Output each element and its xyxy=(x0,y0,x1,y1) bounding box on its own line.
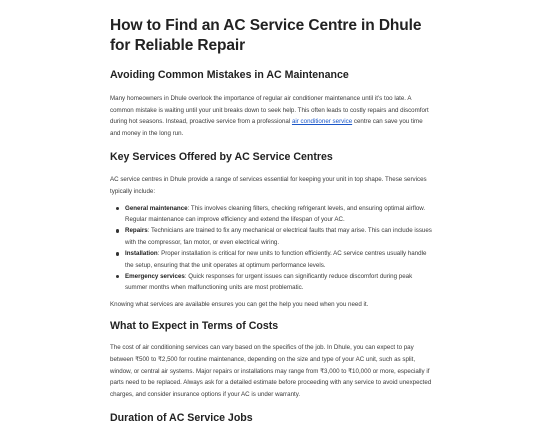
page-title: How to Find an AC Service Centre in Dhule for Reliable Repair xyxy=(110,17,422,54)
list-item-desc: : Proper installation is critical for new units to function efficiently. AC service centres usually handle the setup, ensuring that the unit operates at optimum performance levels. xyxy=(125,250,427,269)
list-item xyxy=(110,225,432,248)
air-conditioner-service-link[interactable]: air conditioner service xyxy=(291,118,353,126)
section-heading-services: Key Services Offered by AC Service Centres xyxy=(110,151,333,164)
list-item-desc: : This involves cleaning filters, checking refrigerant levels, and ensuring optimal airflow. Regular maintenance can improve efficiency and extend the lifespan of your AC. xyxy=(125,204,426,223)
list-item xyxy=(110,271,432,294)
paragraph-services-intro: AC service centres in Dhule provide a range of services essential for keeping your unit in top shape. These services typically include: xyxy=(110,176,427,195)
list-item-term: Emergency services xyxy=(125,273,185,280)
paragraph-services-closing: Knowing what services are available ensures you can get the help you need when you need it. xyxy=(110,300,369,308)
section-heading-mistakes: Avoiding Common Mistakes in AC Maintenance xyxy=(110,69,349,81)
paragraph-mistakes xyxy=(110,93,432,139)
list-item-desc: : Quick responses for urgent issues can significantly reduce discomfort during peak summer months when malfunctioning units are most problematic. xyxy=(125,273,413,292)
list-item-term: General maintenance xyxy=(125,204,188,212)
list-item-desc: : Technicians are trained to fix any mechanical or electrical faults that may arise. This can include issues with the compressor, fan motor, or even electrical wiring. xyxy=(125,227,432,246)
paragraph-text: Many homeowners in Dhule overlook the importance of regular air conditioner maintenance until it’s too late. A common mistake is waiting until your unit breaks down to seek help. This often leads to costly repairs and discomfort during hot seasons. Instead, proactive service from a professional xyxy=(110,95,429,126)
services-list xyxy=(110,203,432,294)
list-item xyxy=(110,248,432,271)
list-item-term: Repairs xyxy=(125,227,148,235)
article xyxy=(110,16,432,425)
list-item-term: Installation xyxy=(125,250,158,258)
list-item xyxy=(110,203,432,226)
paragraph-costs: The cost of air conditioning services can vary based on the specifics of the job. In Dhule, you can expect to pay between ₹500 to ₹2,500 for routine maintenance, depending on the size and type of your AC unit, such as split, window, or central air systems. Major repairs or installations may range from ₹3,000 to ₹10,000 or more, especially if parts need to be replaced. Always ask for a detailed estimate before proceeding with any service to avoid unexpected charges, and consider insurance options if your AC is under warranty. xyxy=(110,344,432,398)
section-heading-duration: Duration of AC Service Jobs xyxy=(110,412,253,425)
section-heading-costs: What to Expect in Terms of Costs xyxy=(110,320,279,333)
paragraph-text: centre can save you time and money in the long run. xyxy=(110,118,423,137)
